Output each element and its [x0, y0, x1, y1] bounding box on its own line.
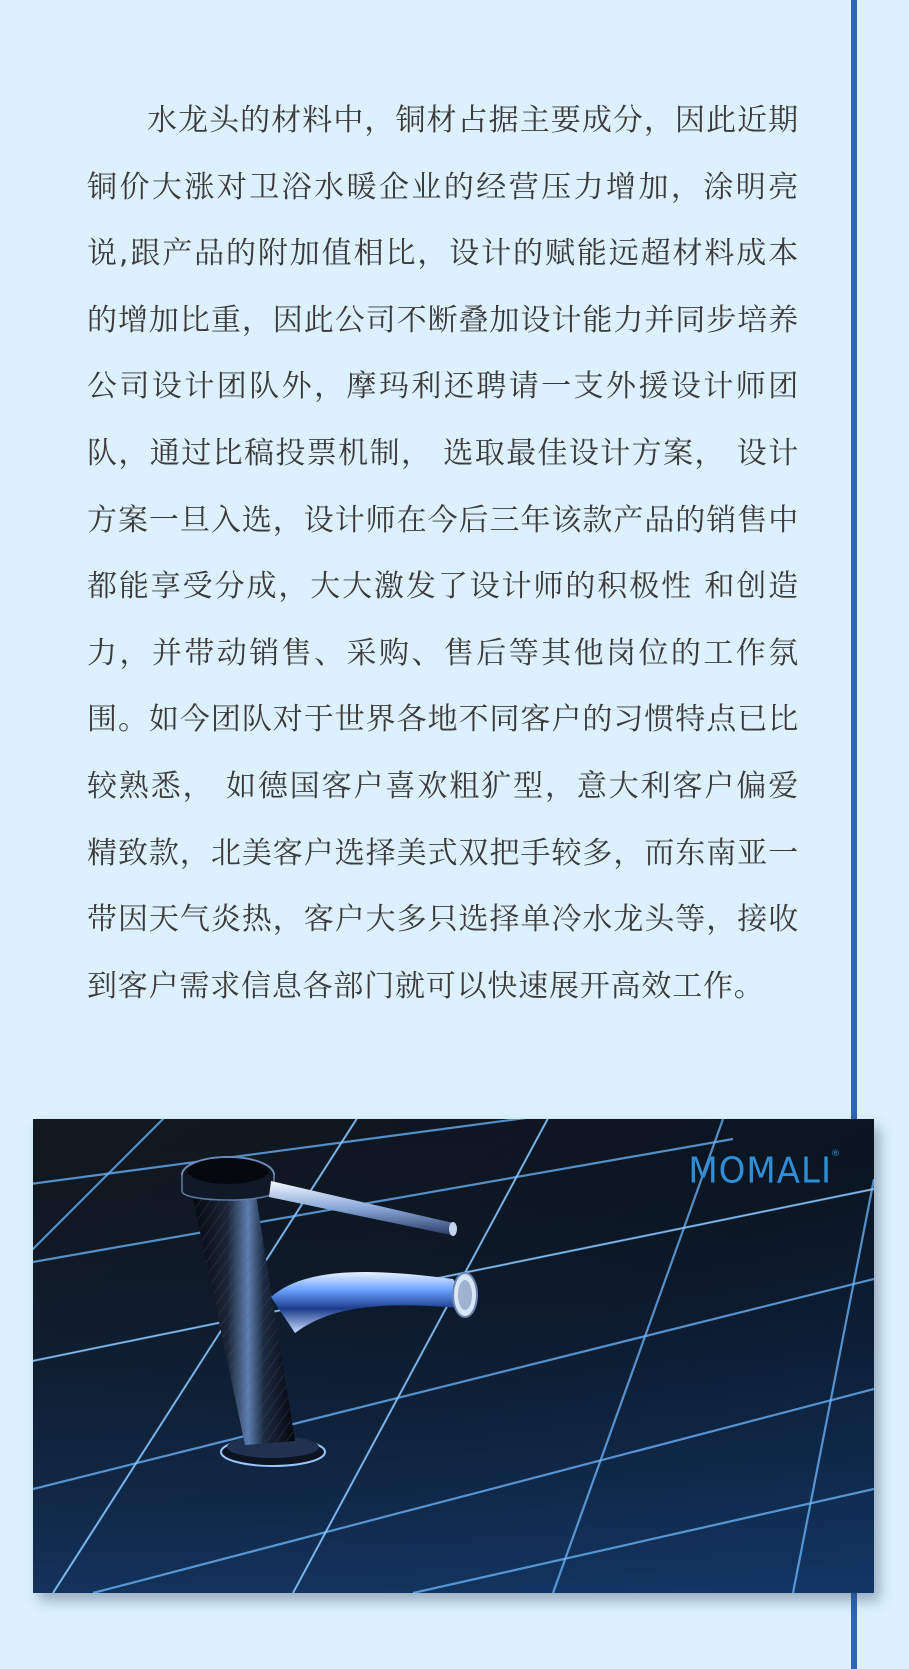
brand-logo: MOMALI	[688, 1150, 832, 1192]
product-photo-faucet	[33, 1119, 874, 1593]
registered-mark: ®	[831, 1149, 840, 1159]
article-paragraph: 水龙头的材料中，铜材占据主要成分，因此近期铜价大涨对卫浴水暖企业的经营压力增加，涂明亮说,跟产品的附加值相比，设计的赋能远超材料成本的增加比重，因此公司不断叠加设计能力并同步培养公司设计团队外，摩玛利还聘请一支外援设计师团队，通过比稿投票机制， 选取最佳设计方案， 设计方案一旦入选，设计师在今后三年该款产品的销售中都能享受分成，大大激发了设计师的积极性 和创造力，并带动销售、采购、售后等其他岗位的工作氛围。如今团队对于世界各地不同客户的习惯特点已比较熟悉， 如德国客户喜欢粗犷型，意大利客户偏爱精致款，北美客户选择美式双把手较多，而东南亚一带因天气炎热，客户大多只选择单冷水龙头等，接收到客户需求信息各部门就可以快速展开高效工作。	[87, 103, 799, 1004]
